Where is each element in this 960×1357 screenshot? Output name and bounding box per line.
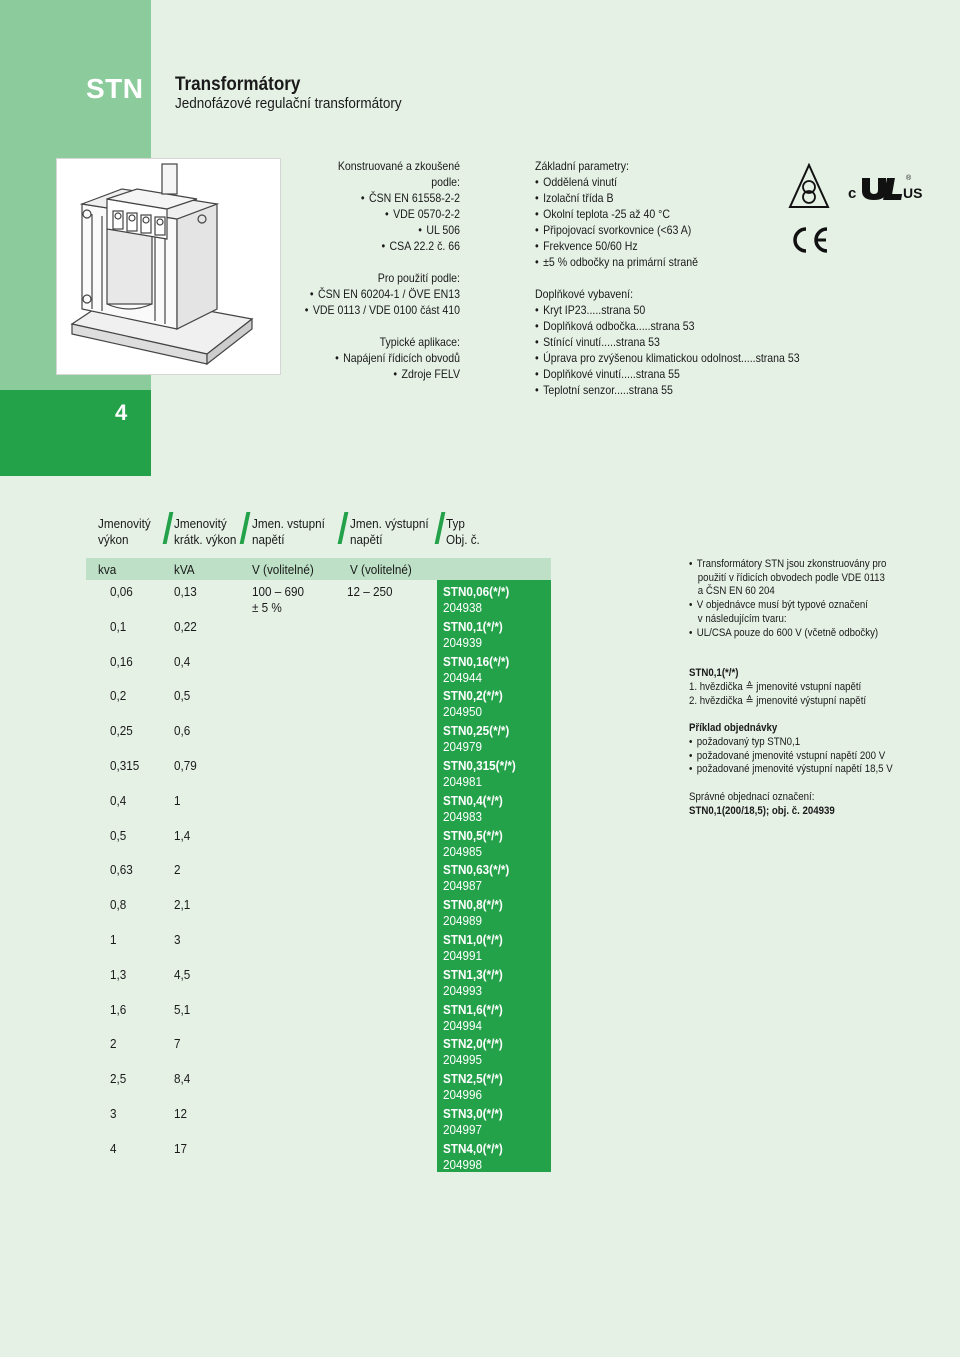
power-cell: 1,3 (110, 966, 127, 982)
table-row (0, 862, 960, 897)
power-cell: 3 (110, 1106, 117, 1121)
constructed-heading: Konstruované a zkoušené (337, 159, 460, 173)
order-code-cell: 204993 (443, 982, 483, 998)
type-format: STN0,1(*/*) (689, 667, 739, 680)
correct-order-value: STN0,1(200/18,5); obj. č. 204939 (689, 804, 835, 817)
accessory-item: • Úprava pro zvýšenou klimatickou odolnost.....strana 53 (535, 350, 746, 366)
order-code-cell: 204991 (443, 948, 483, 963)
note-line: v následujícím tvaru: (697, 612, 787, 625)
param-item: • ±5 % odbočky na primární straně (535, 254, 746, 270)
short-power-cell: 0,22 (174, 618, 197, 634)
power-cell: 2,5 (110, 1071, 127, 1087)
order-code-cell: 204987 (443, 878, 483, 894)
standard-item: • VDE 0570-2-2 (275, 206, 460, 222)
ul-registered: ® (906, 175, 912, 182)
note-line: • V objednávce musí být typové označení (689, 599, 918, 613)
output-voltage-range: 12 – 250 (347, 584, 393, 599)
param-item: • Okolní teplota -25 až 40 °C (535, 206, 746, 222)
input-voltage-tolerance: ± 5 % (252, 600, 282, 615)
type-cell: STN0,16(*/*) (443, 653, 510, 669)
type-cell: STN1,3(*/*) (443, 966, 503, 982)
short-power-cell: 7 (174, 1036, 181, 1052)
header-divider (338, 512, 349, 544)
type-cell: STN0,4(*/*) (443, 792, 503, 808)
power-cell: 0,16 (110, 653, 133, 669)
standard-item: • ČSN EN 61558-2-2 (275, 190, 460, 206)
page-title: Transformátory (175, 74, 301, 95)
accessory-item: • Teplotní senzor.....strana 55 (535, 382, 746, 398)
type-cell: STN0,25(*/*) (443, 723, 510, 739)
short-power-cell: 1 (174, 792, 181, 808)
type-cell: STN1,6(*/*) (443, 1001, 503, 1017)
note-line: použití v řídicích obvodech podle VDE 0113 (697, 571, 885, 584)
order-code-cell: 204983 (443, 808, 483, 824)
order-code-cell: 204985 (443, 843, 483, 859)
power-cell: 0,8 (110, 897, 127, 913)
accessory-item: • Stínící vinutí.....strana 53 (535, 334, 746, 350)
short-power-cell: 8,4 (174, 1071, 191, 1087)
ul-us-letters: US (903, 185, 923, 201)
power-cell: 0,06 (110, 584, 133, 599)
unit-input-voltage: V (volitelné) (252, 562, 314, 577)
unit-power: kva (98, 562, 117, 577)
order-code-cell: 204989 (443, 913, 483, 929)
type-cell: STN2,0(*/*) (443, 1036, 503, 1052)
power-cell: 0,1 (110, 618, 127, 634)
star-1-meaning: 1. hvězdička ≙ jmenovité vstupní napětí (689, 680, 862, 693)
type-cell: STN1,0(*/*) (443, 932, 503, 947)
ul-c-letter: c (848, 185, 857, 202)
ce-mark-icon (788, 225, 830, 255)
param-item: • Oddělená vinutí (535, 174, 746, 190)
type-cell: STN2,5(*/*) (443, 1071, 503, 1087)
type-cell: STN4,0(*/*) (443, 1140, 503, 1156)
table-row (0, 1141, 960, 1176)
standards-column (250, 158, 460, 382)
order-code-cell: 204938 (443, 600, 483, 615)
order-code-cell: 204996 (443, 1087, 483, 1103)
power-cell: 2 (110, 1036, 117, 1052)
standard-item: • UL 506 (275, 222, 460, 238)
short-power-cell: 2,1 (174, 897, 191, 913)
power-cell: 0,2 (110, 688, 127, 704)
type-cell: STN0,315(*/*) (443, 758, 516, 773)
applications-heading: Typické aplikace: (379, 335, 460, 349)
col-header-short-power: Jmenovitý krátk. výkon (174, 516, 237, 547)
vde-mark-icon (788, 163, 830, 211)
standard-item: • CSA 22.2 č. 66 (275, 238, 460, 254)
power-cell: 0,315 (110, 758, 140, 773)
type-cell: STN0,06(*/*) (443, 584, 510, 599)
short-power-cell: 2 (174, 862, 181, 878)
power-cell: 1,6 (110, 1001, 127, 1017)
use-standard-item: • VDE 0113 / VDE 0100 část 410 (275, 302, 460, 318)
product-code: STN (86, 73, 144, 104)
accessory-item: • Doplňková odbočka.....strana 53 (535, 318, 746, 334)
col-header-type: Typ Obj. č. (446, 516, 480, 547)
power-cell: 0,25 (110, 723, 133, 739)
units-row (86, 558, 551, 580)
use-heading: Pro použití podle: (377, 271, 460, 285)
table-row (0, 967, 960, 1002)
transformer-image (56, 158, 281, 375)
order-code-cell: 204944 (443, 669, 483, 685)
note-line: • UL/CSA pouze do 600 V (včetně odbočky) (689, 627, 918, 641)
short-power-cell: 0,6 (174, 723, 191, 739)
star-2-meaning: 2. hvězdička ≙ jmenovité výstupní napětí (689, 694, 867, 707)
accessory-item: • Kryt IP23.....strana 50 (535, 302, 746, 318)
power-cell: 0,5 (110, 827, 127, 843)
power-cell: 0,63 (110, 862, 133, 878)
short-power-cell: 3 (174, 932, 181, 947)
type-cell: STN0,5(*/*) (443, 827, 503, 843)
order-code-cell: 204939 (443, 634, 483, 650)
order-code-cell: 204981 (443, 774, 483, 789)
unit-output-voltage: V (volitelné) (350, 562, 412, 577)
short-power-cell: 1,4 (174, 827, 191, 843)
table-row (0, 828, 960, 863)
order-code-cell: 204997 (443, 1122, 483, 1137)
type-cell: STN3,0(*/*) (443, 1106, 503, 1121)
type-cell: STN0,8(*/*) (443, 897, 503, 913)
example-item: • požadované jmenovité výstupní napětí 18,5 V (689, 763, 918, 777)
accessory-item: • Doplňkové vinutí.....strana 55 (535, 366, 746, 382)
header-divider (163, 512, 174, 544)
order-code-cell: 204979 (443, 739, 483, 755)
order-code-cell: 204998 (443, 1156, 483, 1172)
type-cell: STN0,63(*/*) (443, 862, 510, 878)
short-power-cell: 5,1 (174, 1001, 191, 1017)
correct-order-label: Správné objednací označení: (689, 791, 815, 804)
table-row (0, 1071, 960, 1106)
note-line: a ČSN EN 60 204 (697, 585, 775, 598)
unit-short-power: kVA (174, 562, 195, 577)
use-standard-item: • ČSN EN 60204-1 / ÖVE EN13 (275, 286, 460, 302)
col-header-output-voltage: Jmen. výstupní napětí (350, 516, 429, 547)
param-item: • Izolační třída B (535, 190, 746, 206)
application-item: • Zdroje FELV (275, 366, 460, 382)
example-item: • požadované jmenovité vstupní napětí 200 V (689, 750, 918, 764)
power-cell: 1 (110, 932, 117, 947)
power-cell: 0,4 (110, 792, 127, 808)
short-power-cell: 12 (174, 1106, 188, 1121)
table-row (0, 932, 960, 967)
col-header-input-voltage: Jmen. vstupní napětí (252, 516, 325, 547)
table-row (0, 897, 960, 932)
table-row (0, 1106, 960, 1141)
section-number-block (0, 390, 151, 476)
short-power-cell: 0,5 (174, 688, 191, 704)
order-code-cell: 204995 (443, 1052, 483, 1068)
type-cell: STN0,2(*/*) (443, 688, 503, 704)
section-number: 4 (115, 400, 128, 425)
param-item: • Připojovací svorkovnice (<63 A) (535, 222, 746, 238)
short-power-cell: 0,4 (174, 653, 191, 669)
example-item: • požadovaný typ STN0,1 (689, 736, 918, 750)
short-power-cell: 4,5 (174, 966, 191, 982)
power-cell: 4 (110, 1140, 117, 1156)
example-heading: Příklad objednávky (689, 722, 778, 735)
basic-params-heading: Základní parametry: (535, 159, 629, 173)
accessories-heading: Doplňkové vybavení: (535, 287, 634, 301)
order-code-cell: 204994 (443, 1017, 483, 1033)
ul-recognized-mark-icon (848, 172, 923, 206)
parameters-column (535, 158, 800, 398)
constructed-heading-2: podle: (431, 175, 460, 189)
col-header-power: Jmenovitý výkon (98, 516, 151, 547)
notes-column (689, 558, 949, 819)
note-line: • Transformátory STN jsou zkonstruovány pro (689, 558, 918, 572)
short-power-cell: 0,13 (174, 584, 197, 599)
table-row (0, 1036, 960, 1071)
page-subtitle: Jednofázové regulační transformátory (175, 95, 402, 112)
application-item: • Napájení řídicích obvodů (275, 350, 460, 366)
param-item: • Frekvence 50/60 Hz (535, 238, 746, 254)
short-power-cell: 17 (174, 1140, 188, 1156)
short-power-cell: 0,79 (174, 758, 197, 773)
table-row (0, 1002, 960, 1037)
input-voltage-range: 100 – 690 (252, 584, 305, 599)
order-code-cell: 204950 (443, 704, 483, 720)
type-cell: STN0,1(*/*) (443, 618, 503, 634)
